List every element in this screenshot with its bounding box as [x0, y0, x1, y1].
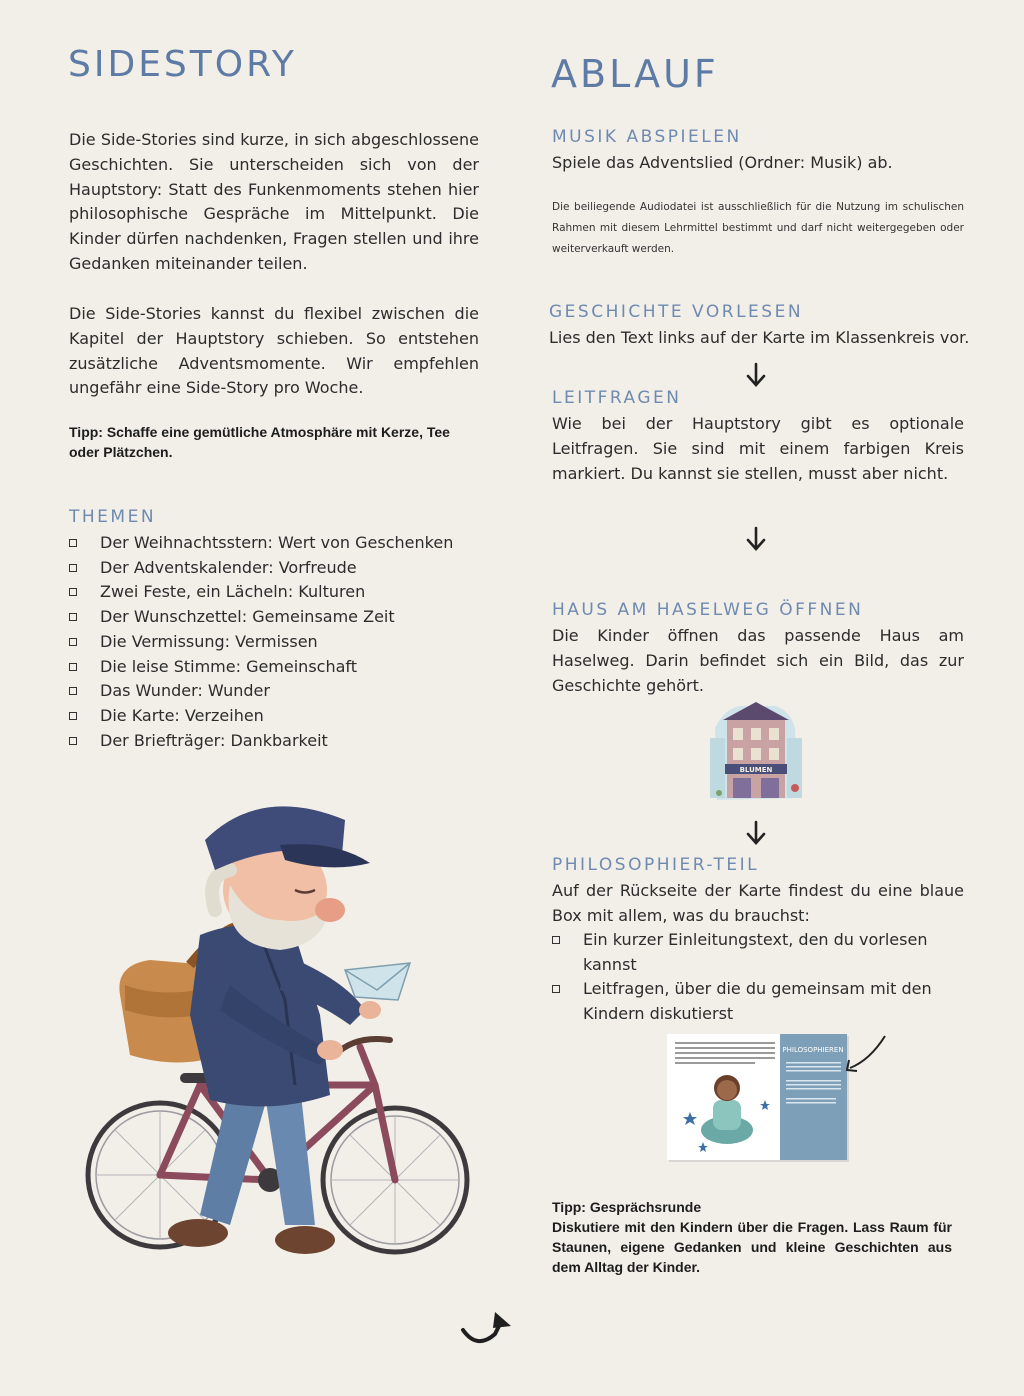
philosophy-card-illustration	[665, 1030, 895, 1165]
checkbox-icon	[552, 936, 560, 944]
music-heading: MUSIK ABSPIELEN	[552, 127, 742, 147]
list-item-text: Der Weihnachtsstern: Wert von Geschenken	[100, 533, 454, 552]
arrow-down-icon	[745, 820, 767, 846]
philosophy-card-label: PHILOSOPHIEREN	[782, 1046, 844, 1054]
philo-list	[552, 928, 964, 1027]
list-item-text: Das Wunder: Wunder	[100, 681, 270, 701]
envelope-icon	[345, 963, 410, 1000]
themes-list	[69, 531, 489, 753]
checkbox-icon	[69, 687, 77, 695]
house-illustration	[705, 698, 805, 808]
list-item	[69, 556, 489, 581]
arrow-down-icon	[745, 526, 767, 552]
list-item-text: Der Wunschzettel: Gemeinsame Zeit	[100, 607, 395, 627]
list-item	[69, 704, 489, 729]
list-item-text: Leitfragen, über die du gemeinsam mit den Kindern diskutierst	[583, 979, 932, 1024]
list-item	[552, 928, 964, 977]
ablauf-title: ABLAUF	[551, 52, 719, 96]
list-item-text: Die leise Stimme: Gemeinschaft	[100, 656, 358, 676]
house-heading: HAUS AM HASELWEG ÖFFNEN	[552, 600, 864, 620]
list-item	[69, 729, 489, 754]
list-item	[69, 605, 489, 630]
checkbox-icon	[69, 588, 77, 596]
read-text: Lies den Text links auf der Karte im Klassenkreis vor.	[549, 328, 970, 347]
list-item	[69, 655, 489, 680]
checkbox-icon	[552, 985, 560, 993]
philo-text: Auf der Rückseite der Karte findest du eine blaue Box mit allem, was du brauchst:	[552, 881, 964, 925]
checkbox-icon	[69, 638, 77, 646]
list-item	[69, 679, 489, 704]
discussion-tip-text: Diskutiere mit den Kindern über die Fragen. Lass Raum für Staunen, eigene Gedanken und kleine Geschichten aus dem Alltag der Kinder.	[552, 1219, 952, 1275]
turn-page-icon[interactable]	[455, 1306, 515, 1348]
house-text: Die Kinder öffnen das passende Haus am Haselweg. Darin befindet sich ein Bild, das zur Geschichte gehört.	[552, 626, 964, 695]
list-item-text: Die Vermissung: Vermissen	[100, 631, 318, 651]
music-license-note: Die beiliegende Audiodatei ist ausschließlich für die Nutzung im schulischen Rahmen mit diesem Lehrmittel bestimmt und darf nicht weitergegeben oder weiterverkauft werden.	[552, 201, 964, 255]
checkbox-icon	[69, 613, 77, 621]
list-item-text: Der Briefträger: Dankbarkeit	[100, 730, 328, 750]
list-item-text: Ein kurzer Einleitungstext, den du vorlesen kannst	[583, 930, 928, 974]
list-item-text: Der Adventskalender: Vorfreude	[100, 557, 357, 577]
checkbox-icon	[69, 539, 77, 547]
discussion-tip-title: Tipp: Gesprächsrunde	[552, 1199, 702, 1215]
postman-illustration	[80, 785, 480, 1295]
flower-shop-sign: BLUMEN	[739, 766, 773, 774]
music-text: Spiele das Adventslied (Ordner: Musik) ab.	[552, 153, 893, 172]
read-heading: GESCHICHTE VORLESEN	[549, 302, 804, 322]
arrow-down-icon	[745, 362, 767, 388]
sidestory-title: SIDESTORY	[68, 44, 297, 85]
intro-paragraph-2: Die Side-Stories kannst du flexibel zwischen die Kapitel der Hauptstory schieben. So entstehen zusätzliche Adventsmomente. Wir empfehlen ungefähr eine Side-Story pro Woche.	[69, 304, 479, 398]
list-item	[69, 531, 489, 556]
atmosphere-tip: Tipp: Schaffe eine gemütliche Atmosphäre mit Kerze, Tee oder Plätzchen.	[69, 424, 450, 460]
checkbox-icon	[69, 712, 77, 720]
list-item	[69, 580, 489, 605]
checkbox-icon	[69, 663, 77, 671]
list-item-text: Zwei Feste, ein Lächeln: Kulturen	[100, 582, 366, 602]
list-item	[69, 630, 489, 655]
list-item-text: Die Karte: Verzeihen	[100, 705, 264, 725]
list-item	[552, 977, 964, 1026]
checkbox-icon	[69, 564, 77, 572]
questions-heading: LEITFRAGEN	[552, 388, 682, 408]
questions-text: Wie bei der Hauptstory gibt es optionale Leitfragen. Sie sind mit einem farbigen Kreis markiert. Du kannst sie stellen, musst aber nicht.	[552, 414, 964, 483]
philo-heading: PHILOSOPHIER-TEIL	[552, 855, 760, 875]
themes-heading: THEMEN	[69, 507, 157, 527]
checkbox-icon	[69, 737, 77, 745]
intro-paragraph-1: Die Side-Stories sind kurze, in sich abgeschlossene Geschichten. Sie unterscheiden sich von der Hauptstory: Statt des Funkenmoments stehen hier philosophische Gespräche im Mittelpunkt. Die Kinder dürfen nachdenken, Fragen stellen und ihre Gedanken miteinander teilen.	[69, 130, 479, 273]
